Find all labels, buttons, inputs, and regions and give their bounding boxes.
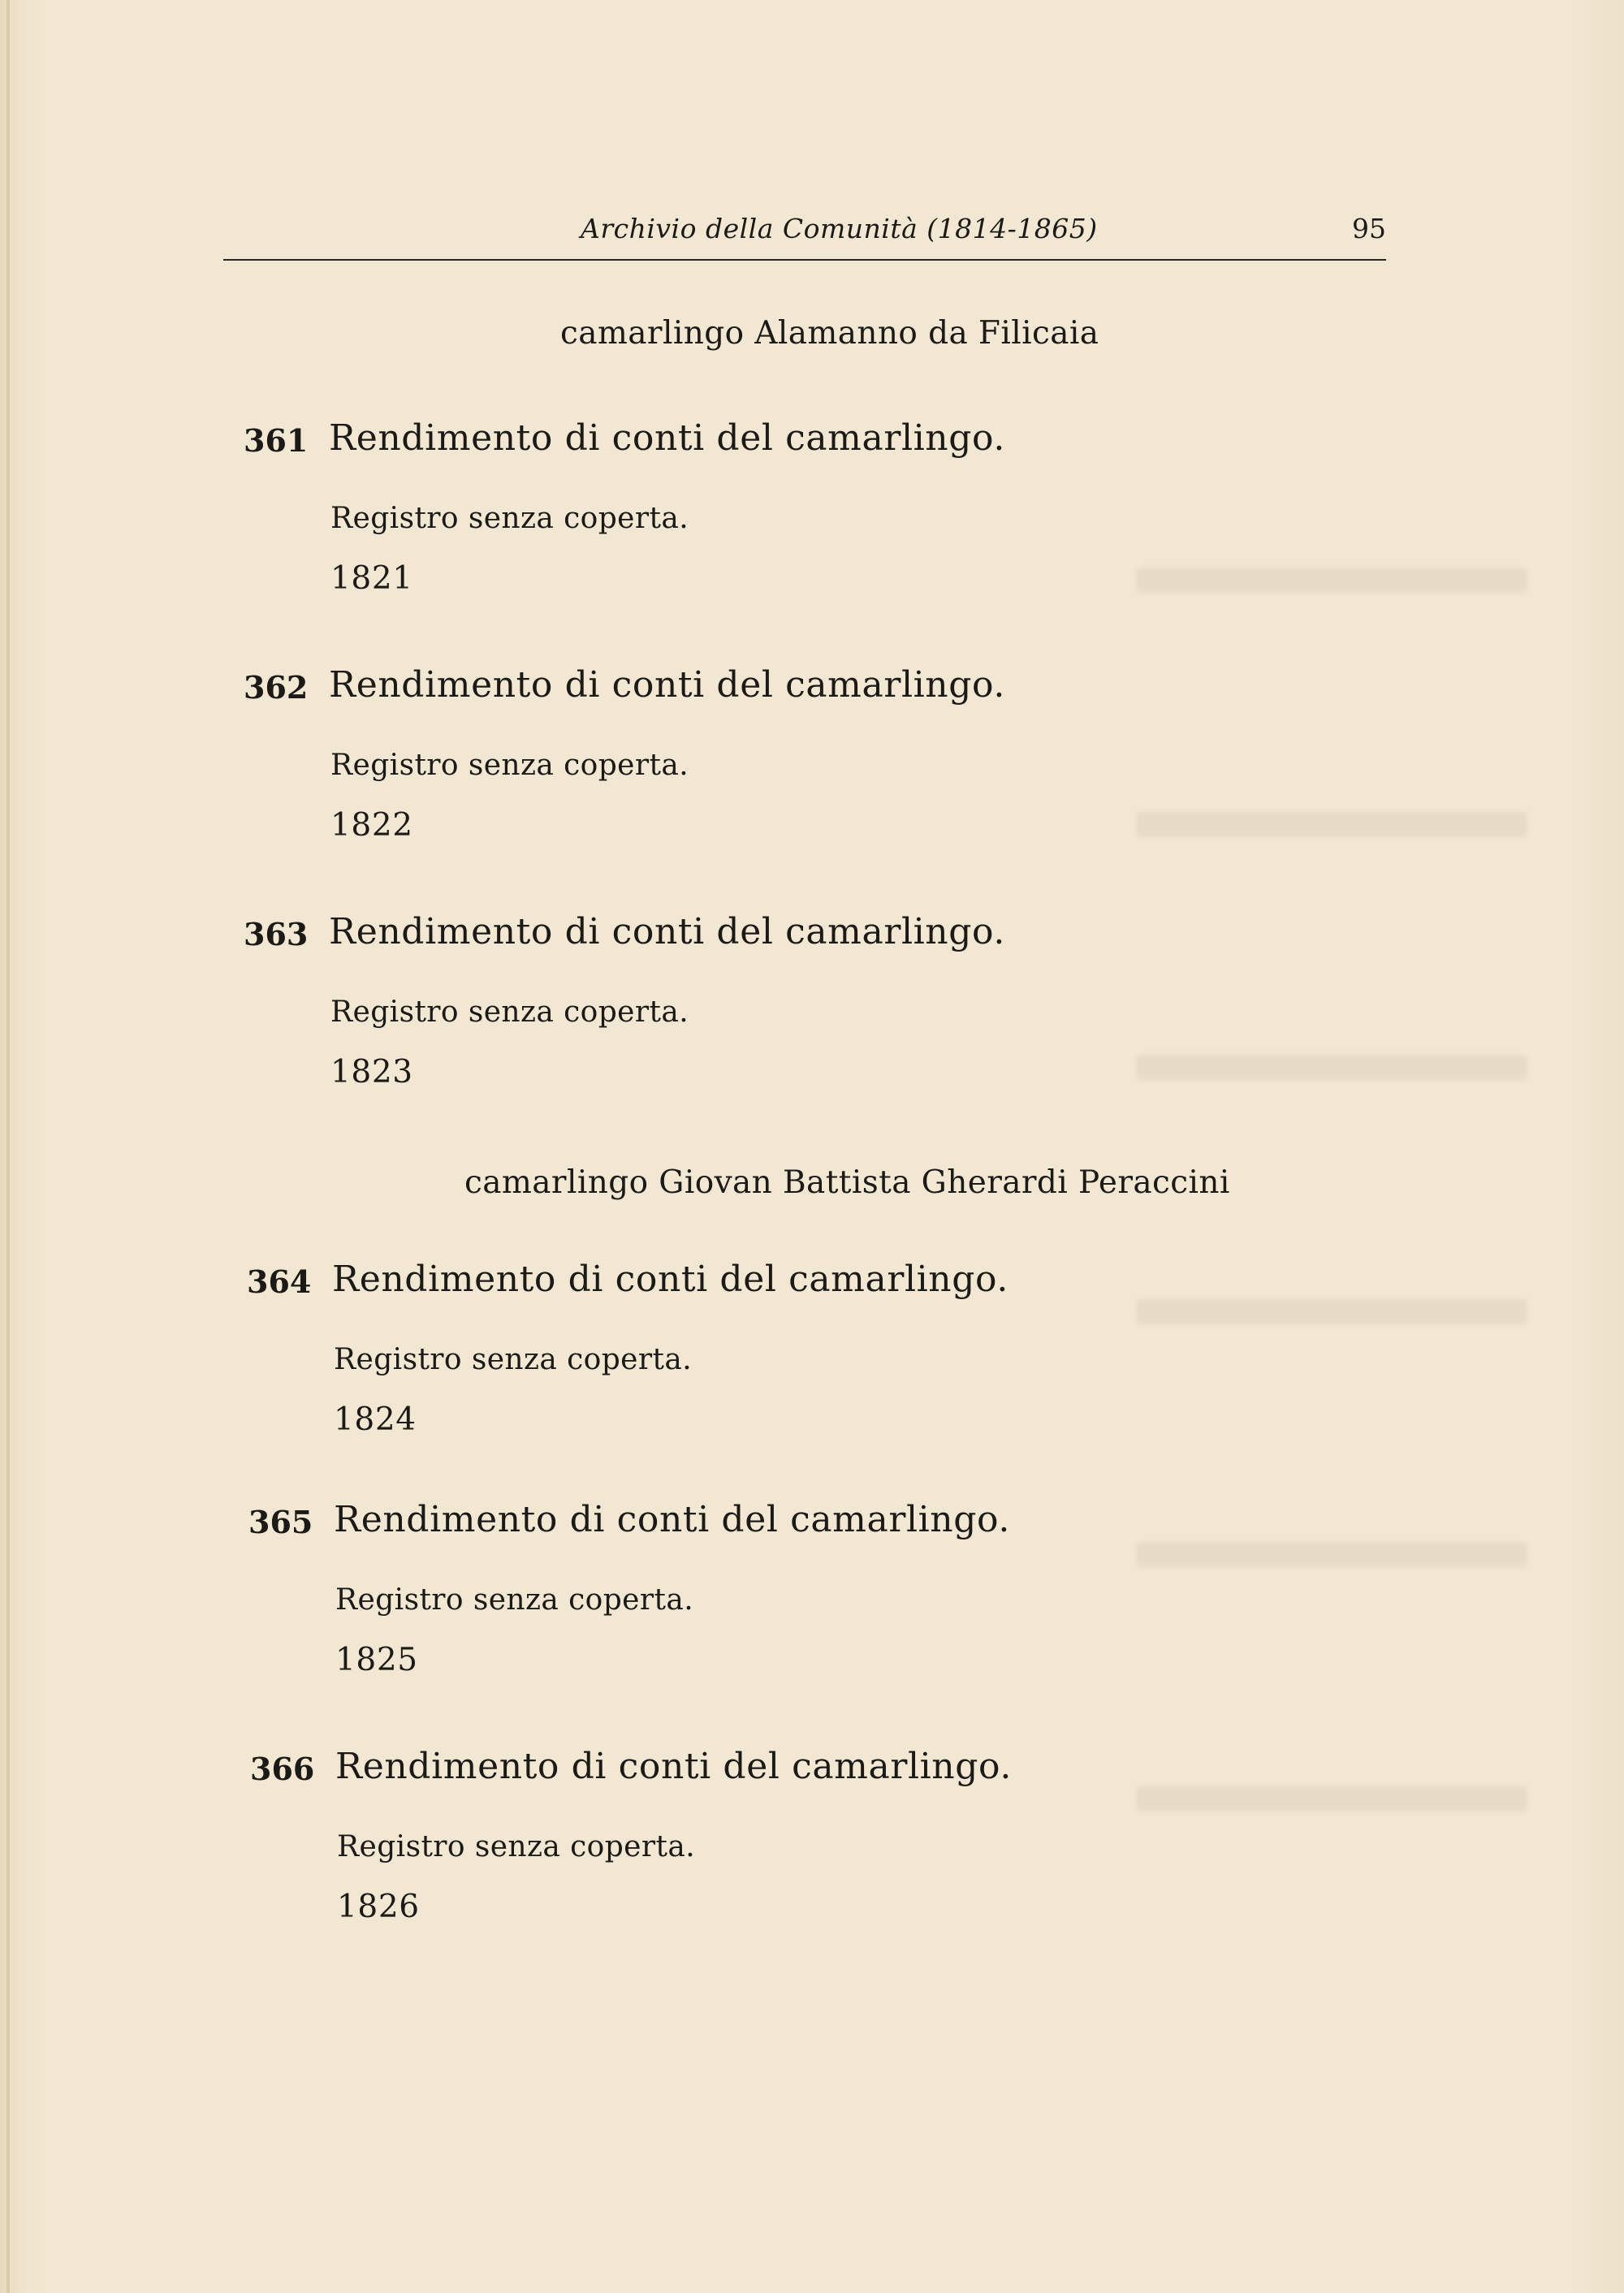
entry-number: 365 [248, 1504, 313, 1540]
entry-title: Rendimento di conti del camarlingo. [329, 417, 1005, 459]
running-header [223, 213, 1386, 261]
section-heading: camarlingo Alamanno da Filicaia [560, 315, 1099, 352]
inventory-entry [244, 664, 1056, 864]
inventory-entry [244, 911, 1056, 1111]
entry-title: Rendimento di conti del camarlingo. [329, 664, 1005, 706]
entry-number: 364 [247, 1263, 312, 1300]
entry-date: 1821 [330, 560, 413, 597]
header-rule [223, 259, 1386, 261]
entry-date: 1823 [330, 1054, 413, 1090]
entry-date: 1825 [335, 1642, 418, 1678]
entry-number: 362 [244, 669, 309, 706]
entry-number: 363 [244, 916, 309, 952]
entry-number: 361 [244, 422, 309, 459]
inventory-entry [250, 1746, 1062, 1945]
entry-title: Rendimento di conti del camarlingo. [335, 1746, 1012, 1787]
entry-date: 1822 [330, 807, 413, 844]
inventory-entry [248, 1499, 1060, 1699]
entry-title: Rendimento di conti del camarlingo. [332, 1259, 1009, 1300]
inventory-entry [244, 417, 1056, 617]
entry-number: 366 [250, 1751, 315, 1787]
entry-date: 1824 [334, 1401, 417, 1438]
entry-title: Rendimento di conti del camarlingo. [329, 911, 1005, 952]
entry-description: Registro senza coperta. [330, 502, 689, 535]
entry-description: Registro senza coperta. [330, 749, 689, 782]
page-number: 95 [1352, 213, 1386, 244]
entry-description: Registro senza coperta. [330, 995, 689, 1029]
entry-description: Registro senza coperta. [335, 1583, 694, 1617]
page-edge [6, 0, 10, 2293]
header-title: Archivio della Comunità (1814-1865) [581, 213, 1098, 244]
entry-description: Registro senza coperta. [334, 1343, 693, 1376]
inventory-entry [247, 1259, 1059, 1458]
entry-date: 1826 [337, 1889, 420, 1925]
entry-title: Rendimento di conti del camarlingo. [334, 1499, 1010, 1540]
entry-description: Registro senza coperta. [337, 1830, 696, 1863]
section-heading: camarlingo Giovan Battista Gherardi Peraccini [464, 1164, 1230, 1201]
